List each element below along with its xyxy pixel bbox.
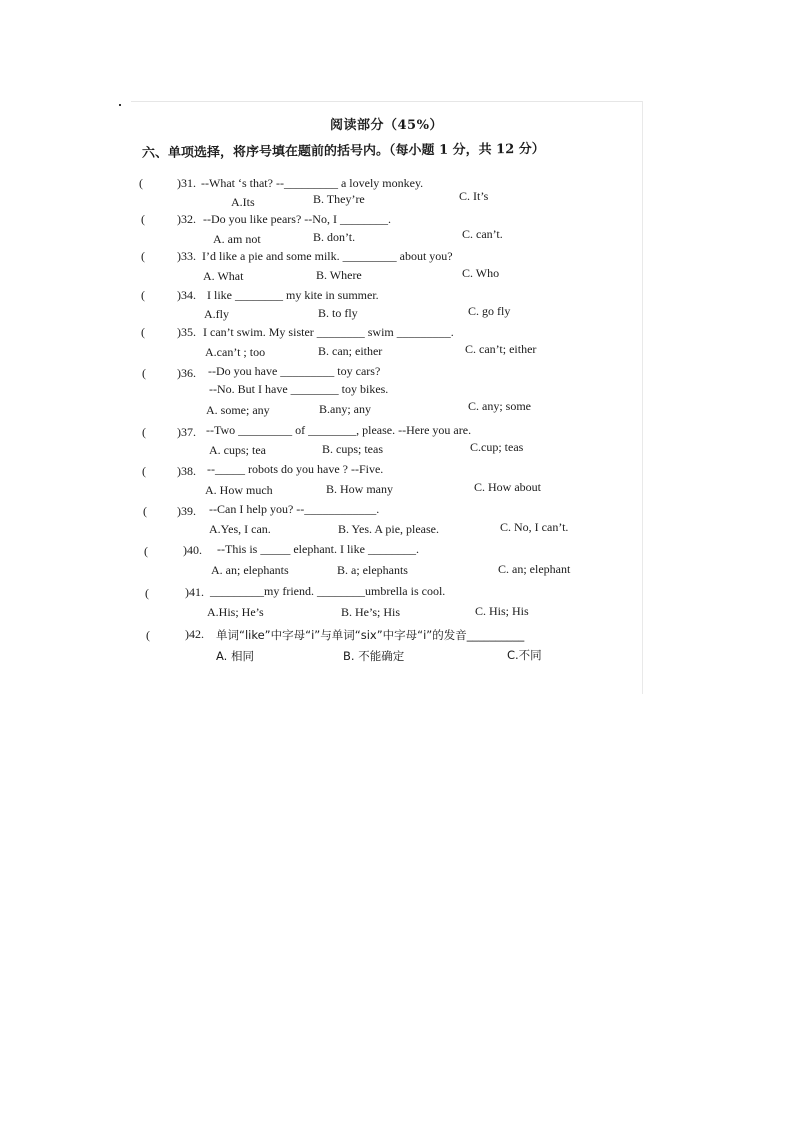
question-37: [131, 423, 642, 463]
option-b: B.any; any: [319, 402, 371, 416]
answer-bracket: (: [141, 288, 145, 302]
option-a: A.Its: [231, 195, 255, 209]
option-b: B. Where: [316, 268, 362, 282]
option-a: A.can’t ; too: [205, 345, 266, 359]
question-stem: --What ‘s that? --_________ a lovely monkey.: [201, 176, 424, 190]
answer-bracket: (: [141, 212, 145, 226]
question-number: )37.: [177, 425, 196, 439]
answer-bracket: (: [141, 249, 145, 263]
option-a: A.Yes, I can.: [209, 522, 271, 536]
option-c: C. can’t.: [462, 227, 503, 241]
option-b: B. cups; teas: [322, 442, 383, 456]
question-number: )35.: [177, 325, 196, 339]
option-b: B. How many: [326, 482, 393, 496]
answer-bracket: (: [146, 628, 150, 642]
option-b: B. a; elephants: [337, 563, 408, 577]
option-c: C. go fly: [468, 304, 511, 318]
option-b: B. He’s; His: [341, 605, 401, 619]
option-b: B. don’t.: [313, 230, 356, 244]
question-stem: --Two _________ of ________, please. --Here you are.: [206, 423, 472, 437]
answer-bracket: (: [139, 176, 143, 190]
question-34: [131, 288, 642, 328]
option-a: A. cups; tea: [209, 443, 266, 457]
answer-bracket: (: [141, 325, 145, 339]
question-38: [131, 462, 642, 502]
option-b: B. can; either: [318, 344, 383, 358]
option-b: B. to fly: [318, 306, 358, 320]
question-stem: --Do you have _________ toy cars?: [208, 364, 381, 378]
option-c: C. It’s: [459, 189, 489, 203]
option-c: C. No, I can’t.: [500, 520, 569, 534]
answer-bracket: (: [142, 464, 146, 478]
question-39: [131, 502, 642, 542]
question-number: )33.: [177, 249, 196, 263]
answer-bracket: (: [144, 544, 148, 558]
answer-bracket: (: [143, 504, 147, 518]
question-stem: --_____ robots do you have ? --Five.: [207, 462, 384, 476]
option-c: C. can’t; either: [465, 342, 537, 356]
option-a: A. some; any: [206, 403, 270, 417]
question-stem: I’d like a pie and some milk. _________ about you?: [202, 249, 453, 263]
option-c: C. any; some: [468, 399, 531, 413]
question-32: [131, 212, 642, 252]
question-stem: 单词“like”中字母“i”与单词“six”中字母“i”的发音__________: [216, 628, 525, 642]
section-instruction: 六、单项选择，将序号填在题前的括号内。（每小题 1 分，共 12 分）: [141, 141, 545, 161]
question-33: [131, 249, 642, 289]
question-36: [131, 364, 642, 422]
question-stem: --Do you like pears? --No, I ________.: [203, 212, 391, 226]
question-42: [131, 625, 642, 665]
question-number: )34.: [177, 288, 196, 302]
question-stem: I can’t swim. My sister ________ swim _________.: [203, 325, 454, 339]
option-a: A. What: [203, 269, 244, 283]
option-a: A.fly: [204, 307, 229, 321]
answer-bracket: (: [142, 366, 146, 380]
question-stem: _________my friend. ________umbrella is cool.: [210, 584, 446, 598]
question-number: )39.: [177, 504, 196, 518]
answer-bracket: (: [142, 425, 146, 439]
question-41: [131, 584, 642, 624]
option-a: A. How much: [205, 483, 273, 497]
question-number: )38.: [177, 464, 196, 478]
question-number: )32.: [177, 212, 196, 226]
option-c: C. His; His: [475, 604, 529, 618]
option-b: B. 不能确定: [343, 649, 405, 663]
option-c: C. How about: [474, 480, 541, 494]
option-a: A.His; He’s: [207, 605, 264, 619]
option-c: C.不同: [507, 648, 542, 662]
option-a: A. am not: [213, 232, 261, 246]
question-40: [131, 542, 642, 582]
option-b: B. Yes. A pie, please.: [338, 522, 440, 536]
question-number: )40.: [183, 543, 202, 557]
question-number: )36.: [177, 366, 196, 380]
question-stem: --This is _____ elephant. I like ________.: [217, 542, 419, 556]
option-a: A. 相同: [216, 649, 254, 663]
question-number: )31.: [177, 176, 196, 190]
option-a: A. an; elephants: [211, 563, 289, 577]
option-c: C.cup; teas: [470, 440, 524, 454]
question-31: [131, 176, 642, 216]
question-number: )42.: [185, 627, 204, 641]
answer-bracket: (: [145, 586, 149, 600]
scan-speck: [119, 104, 121, 106]
option-c: C. Who: [462, 266, 500, 280]
question-stem-line-2: --No. But I have ________ toy bikes.: [209, 382, 389, 396]
question-number: )41.: [185, 585, 204, 599]
question-stem: --Can I help you? --____________.: [209, 502, 380, 516]
exam-sheet: [131, 101, 643, 694]
option-c: C. an; elephant: [498, 562, 571, 576]
question-35: [131, 325, 642, 365]
section-title: 阅读部分（45%）: [330, 118, 443, 133]
option-b: B. They’re: [313, 192, 365, 206]
question-stem: I like ________ my kite in summer.: [207, 288, 379, 302]
